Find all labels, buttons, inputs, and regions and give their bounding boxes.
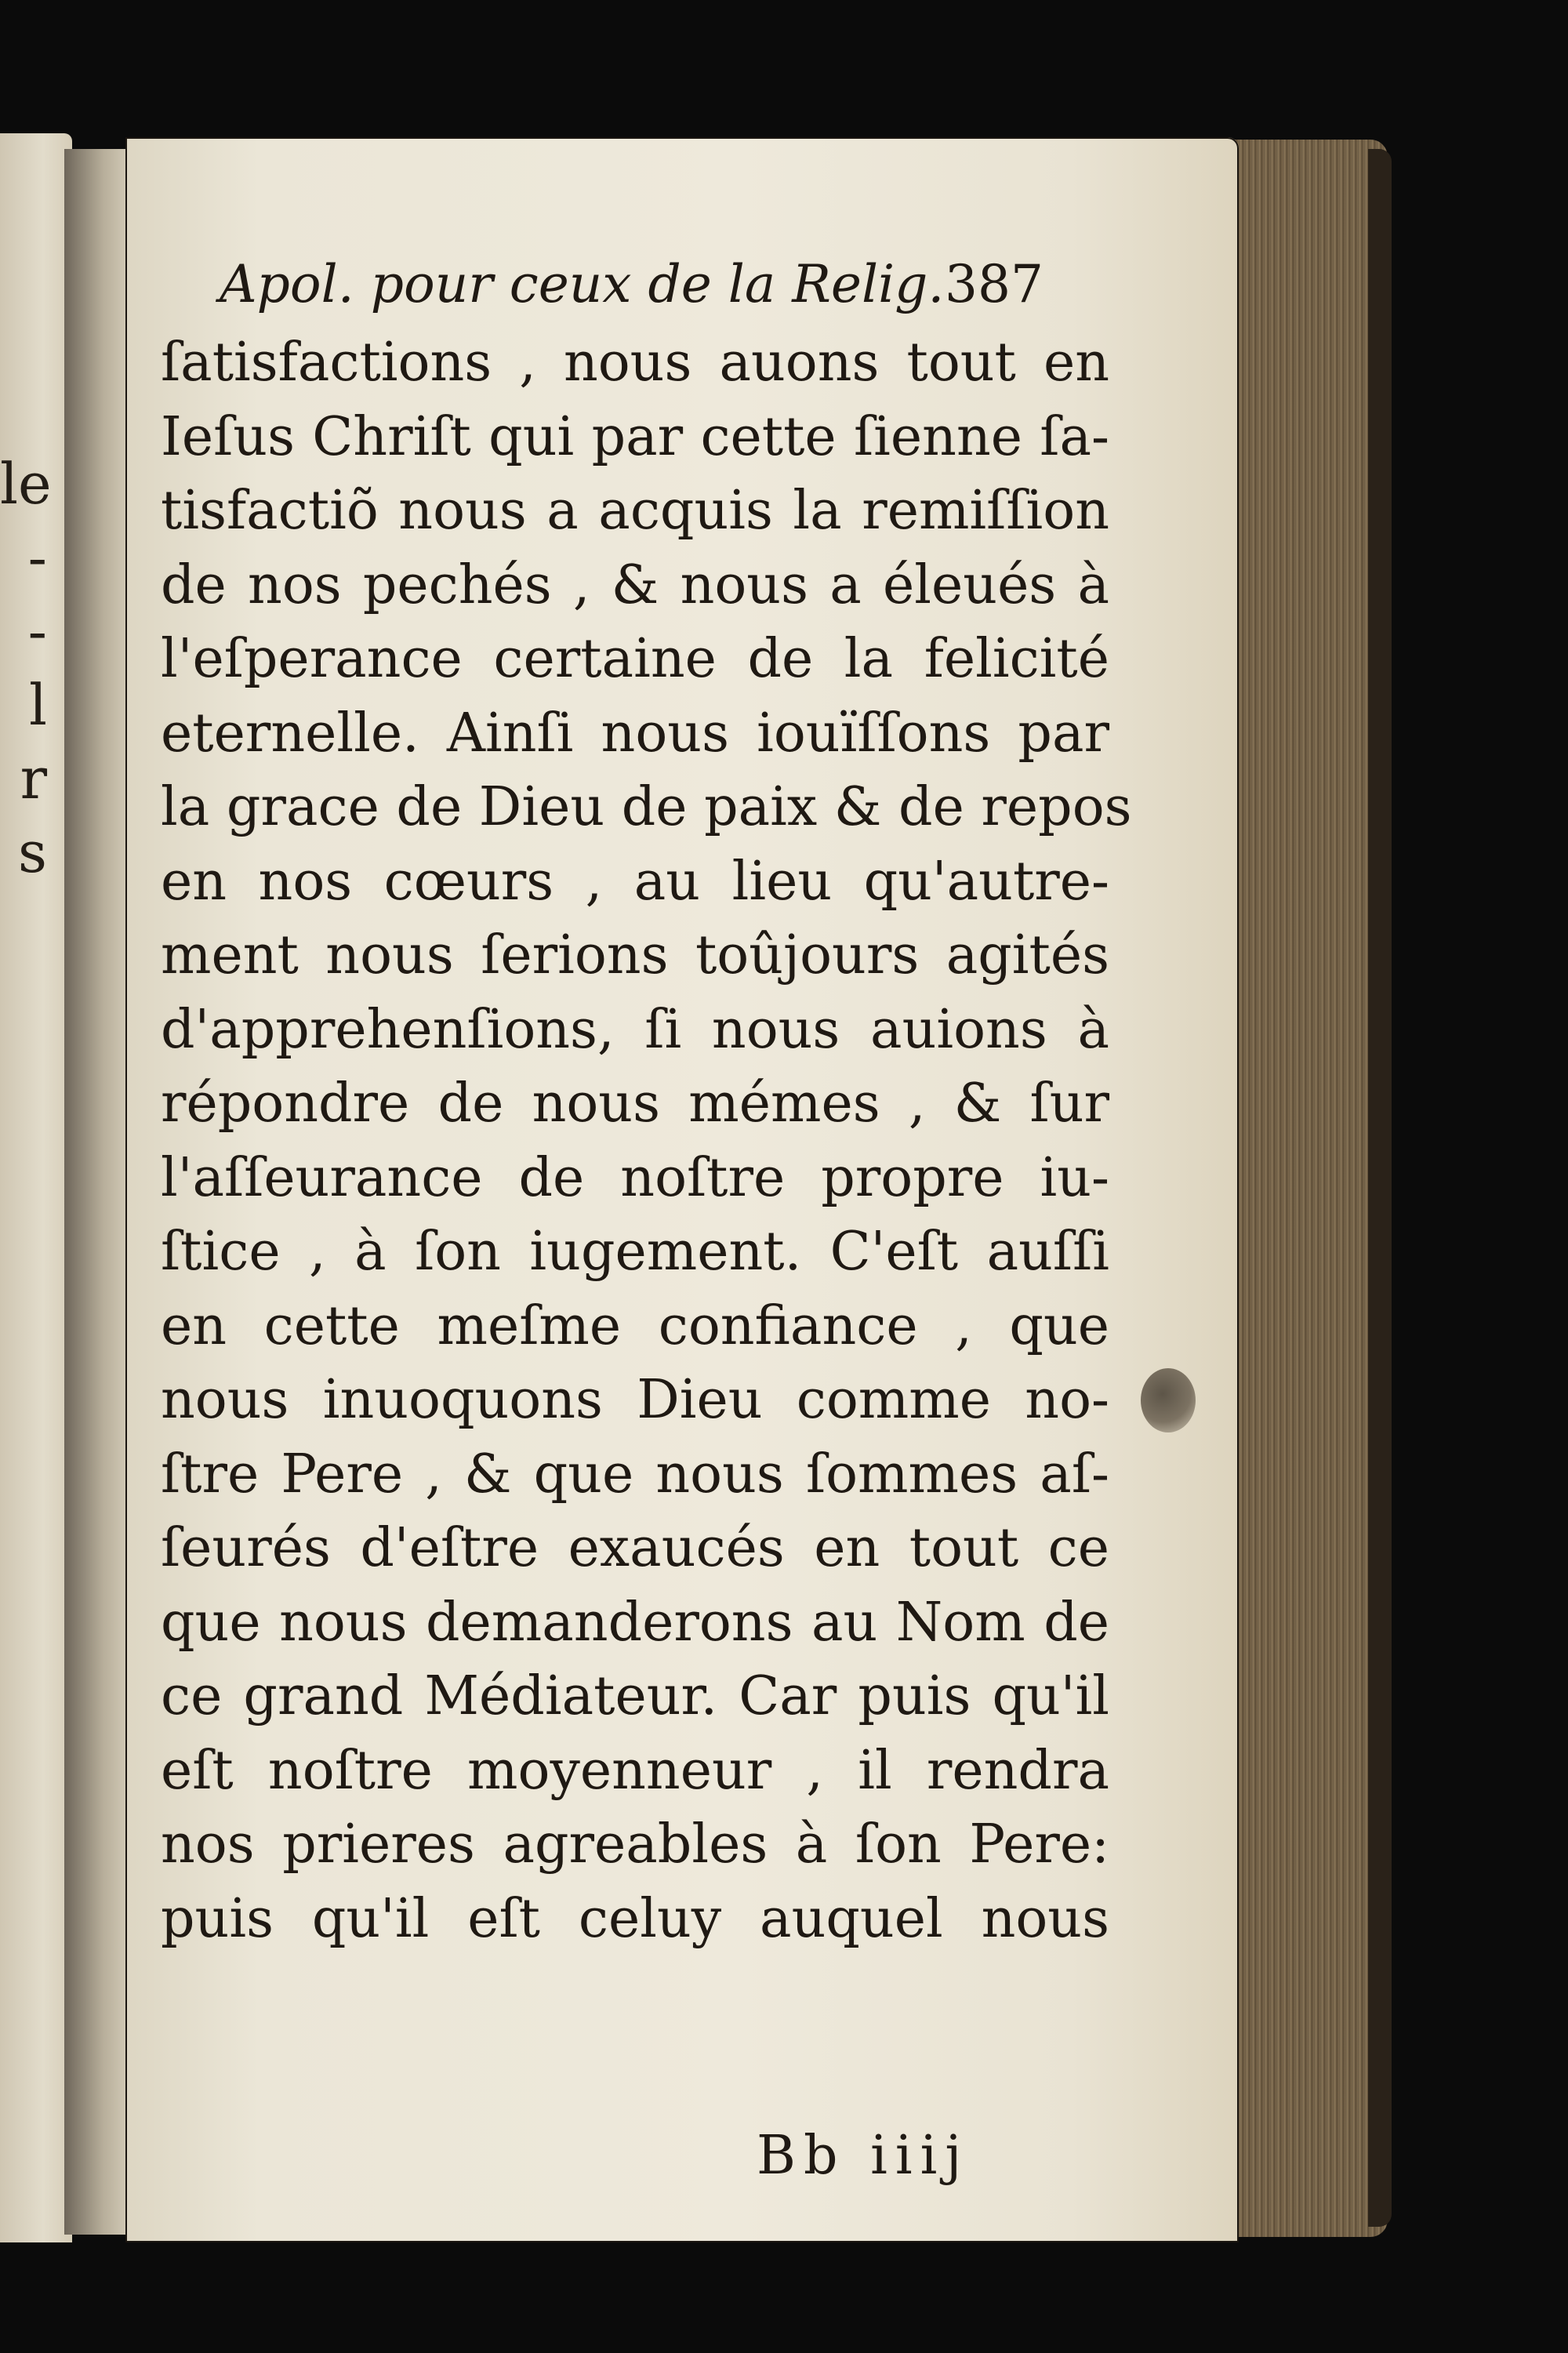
left-fragment: s bbox=[18, 819, 47, 885]
left-fragment: - bbox=[27, 525, 47, 590]
left-page-text-fragments bbox=[0, 447, 52, 889]
text-line: en nos cœurs , au lieu qu'autre- bbox=[161, 850, 1109, 913]
text-line: nos prieres agreables à ſon Pere: bbox=[161, 1814, 1109, 1876]
left-fragment: r bbox=[20, 746, 47, 812]
running-head bbox=[161, 243, 1109, 326]
page-edges bbox=[1232, 140, 1388, 2237]
text-line: l'eſperance certaine de la felicité bbox=[161, 628, 1109, 690]
left-facing-page bbox=[0, 133, 72, 2242]
text-line: tisfactiõ nous a acquis la remiſſion bbox=[161, 480, 1109, 542]
page-text bbox=[161, 243, 1132, 2187]
book-gutter bbox=[64, 149, 135, 2235]
text-line: l'aſſeurance de noſtre propre iu- bbox=[161, 1146, 1109, 1209]
text-line: Ieſus Chriſt qui par cette ſienne ſa- bbox=[161, 405, 1109, 468]
text-line: que nous demanderons au Nom de bbox=[161, 1591, 1109, 1654]
text-line: ſtice , à ſon iugement. C'eſt auſſi bbox=[161, 1221, 1109, 1283]
text-line: ſeurés d'eſtre exaucés en tout ce bbox=[161, 1517, 1109, 1579]
left-fragment: - bbox=[27, 598, 47, 664]
text-line: la grace de Dieu de paix & de repos bbox=[161, 776, 1132, 838]
text-line: ſatisfactions , nous auons tout en bbox=[161, 332, 1109, 394]
text-line: eternelle. Ainſi nous iouïſſons par bbox=[161, 702, 1109, 764]
left-fragment: l bbox=[28, 672, 47, 738]
text-line: de nos pechés , & nous a éleués à bbox=[161, 554, 1109, 616]
page-number: 387 bbox=[945, 254, 1044, 314]
text-line: ce grand Médiateur. Car puis qu'il bbox=[161, 1665, 1109, 1727]
text-line: nous inuoquons Dieu comme no- bbox=[161, 1369, 1109, 1431]
text-line: puis qu'il eſt celuy auquel nous bbox=[161, 1887, 1109, 1950]
text-line: ment nous ſerions toûjours agités bbox=[161, 924, 1109, 986]
text-line: d'apprehenſions, ſi nous auions à bbox=[161, 998, 1109, 1061]
left-fragment: le bbox=[0, 451, 52, 517]
text-line: en cette meſme confiance , que bbox=[161, 1295, 1109, 1357]
signature-mark: Bb iiij bbox=[757, 2125, 970, 2187]
text-line: eſt noſtre moyenneur , il rendra bbox=[161, 1739, 1109, 1802]
text-line: ſtre Pere , & que nous ſommes aſ- bbox=[161, 1443, 1109, 1505]
paper-stain bbox=[1141, 1368, 1196, 1432]
running-head-title: Apol. pour ceux de la Relig. bbox=[220, 254, 945, 314]
page-edges-shadow bbox=[1368, 149, 1392, 2227]
text-line: répondre de nous mémes , & ſur bbox=[161, 1073, 1109, 1135]
